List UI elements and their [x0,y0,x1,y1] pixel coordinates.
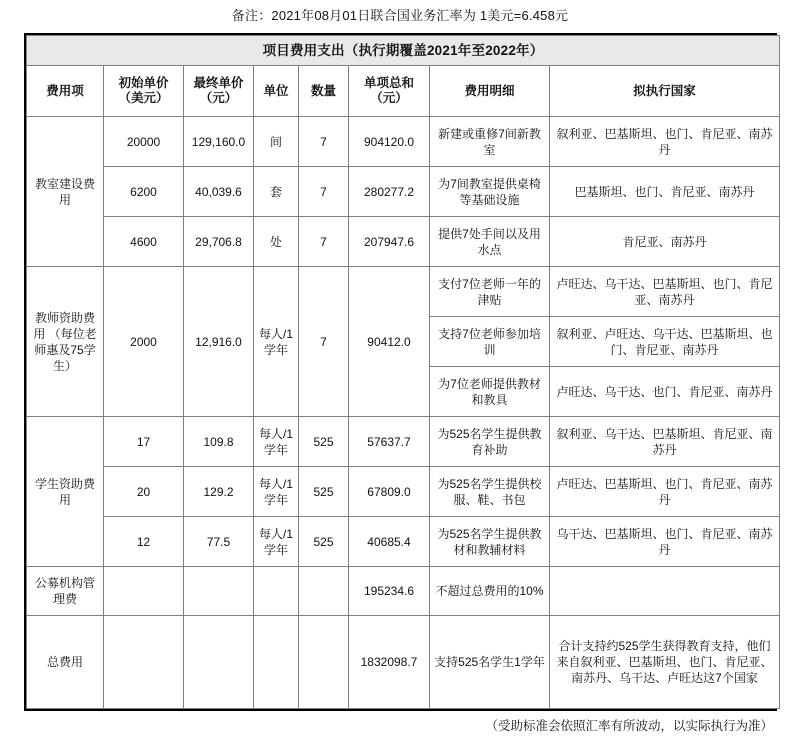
cell-subtotal: 280277.2 [349,167,430,217]
cell-subtotal: 90412.0 [349,267,430,417]
cell-countries: 巴基斯坦、也门、肯尼亚、南苏丹 [550,167,780,217]
cell-initial-unit-price: 4600 [104,217,184,267]
cost-table-container [24,33,777,711]
cell-countries: 肯尼亚、南苏丹 [550,217,780,267]
cell-quantity [299,567,349,616]
table-row [27,467,780,517]
cell-countries: 叙利亚、乌干达、巴基斯坦、肯尼亚、南苏丹 [550,417,780,467]
total-row [27,616,780,709]
cell-final-unit-price [184,616,254,709]
exchange-rate-note: 备注：2021年08月01日联合国业务汇率为 1美元=6.458元 [231,8,569,23]
cell-final-unit-price: 129,160.0 [184,117,254,167]
header-cost-item: 费用项 [27,66,104,117]
cell-countries: 叙利亚、巴基斯坦、也门、肯尼亚、南苏丹 [550,117,780,167]
cell-countries: 卢旺达、巴基斯坦、也门、肯尼亚、南苏丹 [550,467,780,517]
cell-quantity: 525 [299,467,349,517]
cell-quantity: 7 [299,267,349,417]
cell-cost-detail: 新建或重修7间新教室 [430,117,550,167]
header-final-unit-price: 最终单价（元） [184,66,254,117]
cell-cost-detail: 支持7位老师参加培训 [430,317,550,367]
cell-quantity: 525 [299,417,349,467]
cell-countries: 乌干达、巴基斯坦、也门、肯尼亚、南苏丹 [550,517,780,567]
cell-subtotal: 207947.6 [349,217,430,267]
cell-initial-unit-price: 12 [104,517,184,567]
cell-cost-detail: 不超过总费用的10% [430,567,550,616]
disclaimer-note: （受助标准会依照汇率有所波动，以实际执行为准） [485,719,773,733]
cell-cost-detail: 为525名学生提供教育补助 [430,417,550,467]
cell-initial-unit-price [104,616,184,709]
group-label-teacher: 教师资助费用 （每位老师惠及75学生） [27,267,104,417]
cell-unit: 每人/1学年 [254,517,299,567]
table-header-row [27,66,780,117]
management-fee-row [27,567,780,616]
cell-initial-unit-price: 20 [104,467,184,517]
cell-subtotal: 57637.7 [349,417,430,467]
table-row [27,167,780,217]
cost-table [26,35,780,709]
header-initial-unit-price: 初始单价（美元） [104,66,184,117]
cell-quantity [299,616,349,709]
cell-unit: 每人/1学年 [254,267,299,417]
cell-quantity: 525 [299,517,349,567]
cell-countries: 卢旺达、乌干达、巴基斯坦、也门、肯尼亚、南苏丹 [550,267,780,317]
cell-cost-detail: 支持525名学生1学年 [430,616,550,709]
cell-cost-detail: 为7位老师提供教材和教具 [430,367,550,417]
group-label-student: 学生资助费用 [27,417,104,567]
header-target-countries: 拟执行国家 [550,66,780,117]
header-subtotal: 单项总和（元） [349,66,430,117]
cell-final-unit-price [184,567,254,616]
table-row [27,217,780,267]
cell-unit: 套 [254,167,299,217]
total-label: 总费用 [27,616,104,709]
cell-unit: 每人/1学年 [254,417,299,467]
cell-cost-detail: 为525名学生提供教材和教辅材料 [430,517,550,567]
cell-final-unit-price: 77.5 [184,517,254,567]
cell-final-unit-price: 40,039.6 [184,167,254,217]
cell-countries: 叙利亚、卢旺达、乌干达、巴基斯坦、也门、肯尼亚、南苏丹 [550,317,780,367]
cell-subtotal: 67809.0 [349,467,430,517]
cell-quantity: 7 [299,167,349,217]
cell-cost-detail: 提供7处手间以及用水点 [430,217,550,267]
header-unit: 单位 [254,66,299,117]
cell-quantity: 7 [299,217,349,267]
cell-subtotal: 904120.0 [349,117,430,167]
table-row [27,267,780,317]
cell-unit: 间 [254,117,299,167]
header-quantity: 数量 [299,66,349,117]
cell-final-unit-price: 12,916.0 [184,267,254,417]
cell-subtotal: 40685.4 [349,517,430,567]
table-row [27,417,780,467]
cell-countries: 合计支持约525学生获得教育支持，他们来自叙利亚、巴基斯坦、也门、肯尼亚、南苏丹、乌干达、卢旺达这7个国家 [550,616,780,709]
cell-cost-detail: 为525名学生提供校服、鞋、书包 [430,467,550,517]
cell-initial-unit-price: 6200 [104,167,184,217]
cell-subtotal: 195234.6 [349,567,430,616]
table-title-row [27,36,780,66]
group-label-classroom: 教室建设费用 [27,117,104,267]
cell-unit: 每人/1学年 [254,467,299,517]
cell-countries [550,567,780,616]
table-row [27,517,780,567]
cell-initial-unit-price: 20000 [104,117,184,167]
cell-final-unit-price: 129.2 [184,467,254,517]
header-cost-detail: 费用明细 [430,66,550,117]
cell-countries: 卢旺达、乌干达、也门、肯尼亚、南苏丹 [550,367,780,417]
table-title: 项目费用支出（执行期覆盖2021年至2022年） [27,36,780,66]
cell-final-unit-price: 109.8 [184,417,254,467]
cell-final-unit-price: 29,706.8 [184,217,254,267]
cell-initial-unit-price [104,567,184,616]
cell-cost-detail: 为7间教室提供桌椅等基础设施 [430,167,550,217]
cell-unit [254,616,299,709]
cell-unit: 处 [254,217,299,267]
cell-initial-unit-price: 17 [104,417,184,467]
management-fee-label: 公募机构管理费 [27,567,104,616]
table-row [27,117,780,167]
cell-total-subtotal: 1832098.7 [349,616,430,709]
cell-cost-detail: 支付7位老师一年的津贴 [430,267,550,317]
cell-unit [254,567,299,616]
cell-quantity: 7 [299,117,349,167]
cell-initial-unit-price: 2000 [104,267,184,417]
